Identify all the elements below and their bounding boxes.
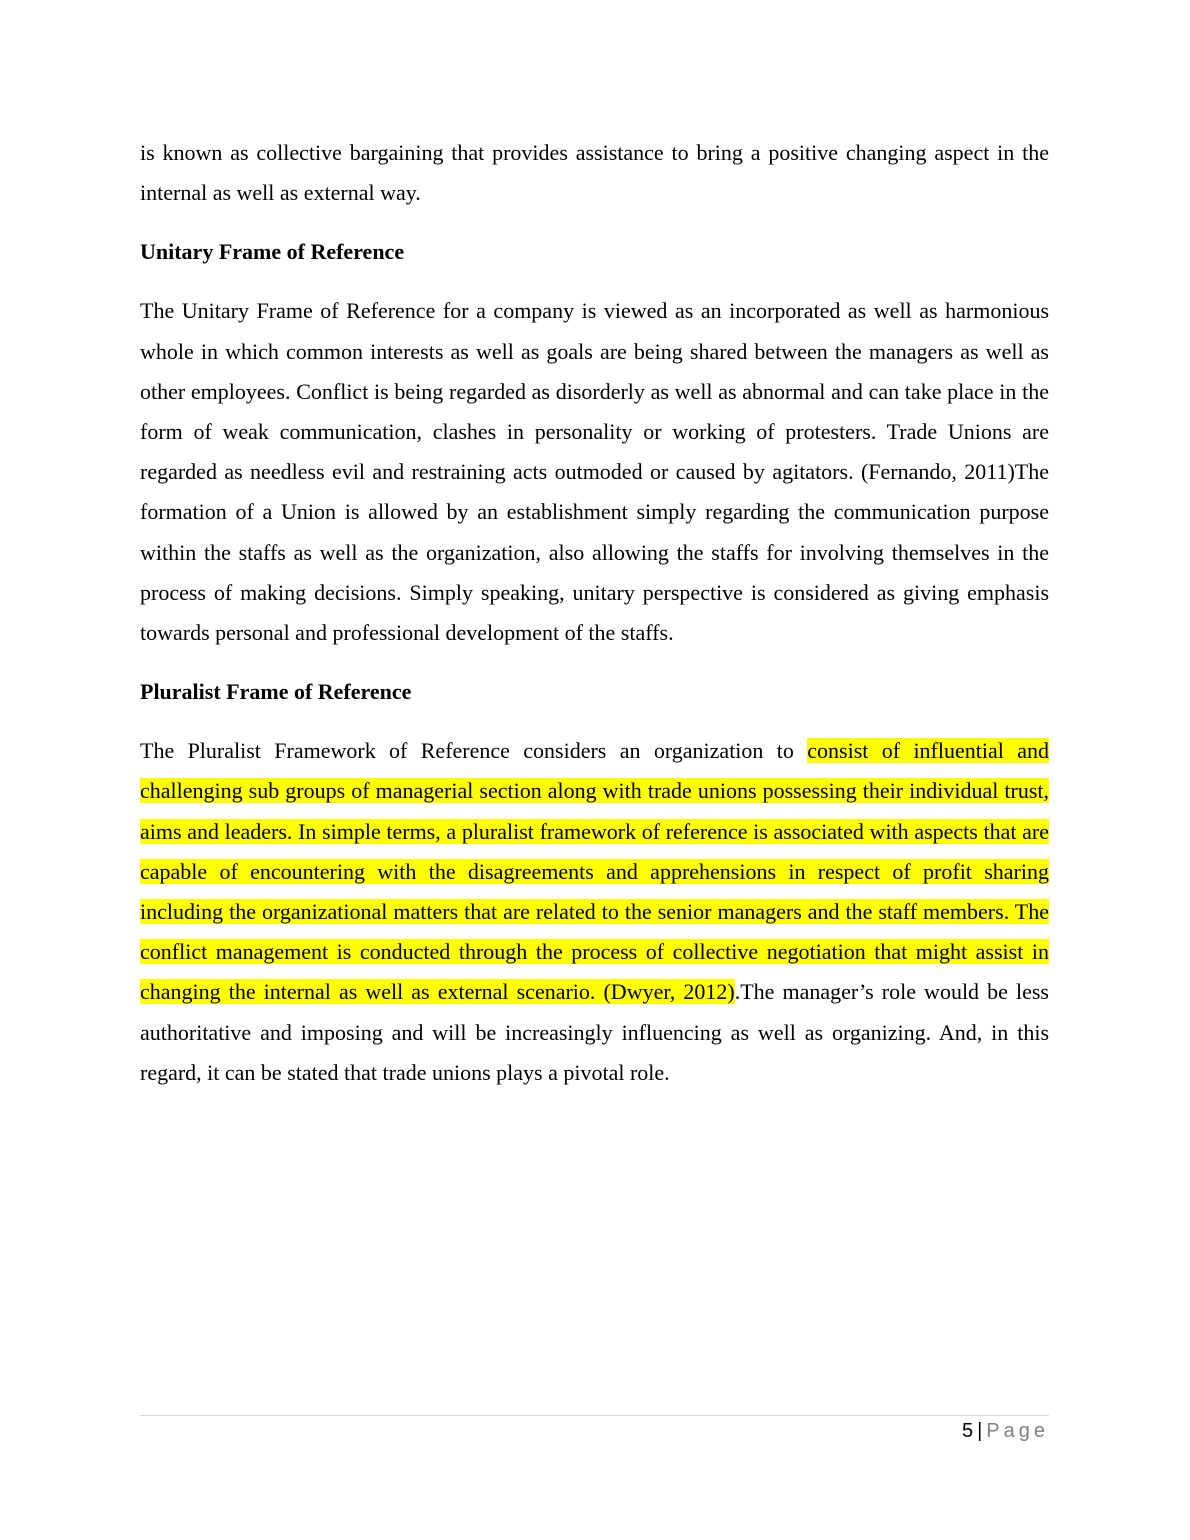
pluralist-paragraph-end: .The manager’s role would be less authoritative and imposing and will be increasingly influencing as well as organizing. And, in this regard, it can be stated that trade unions plays a pivotal role.: [140, 979, 1049, 1085]
pluralist-paragraph: [140, 731, 1049, 1093]
unitary-paragraph: The Unitary Frame of Reference for a company is viewed as an incorporated as well as harmonious whole in which common interests as well as goals are being shared between the managers as well as other employees. Conflict is being regarded as disorderly as well as abnormal and can take place in the form of weak communication, clashes in personality or working of protesters. Trade Unions are regarded as needless evil and restraining acts outmoded or caused by agitators. (Fernando, 2011)The formation of a Union is allowed by an establishment simply regarding the communication purpose within the staffs as well as the organization, also allowing the staffs for involving themselves in the process of making decisions. Simply speaking, unitary perspective is considered as giving emphasis towards personal and professional development of the staffs.: [140, 298, 1049, 646]
page-label: Page: [986, 1420, 1049, 1442]
pluralist-heading: Pluralist Frame of Reference: [140, 679, 412, 705]
page-footer: [140, 1417, 1049, 1445]
footer-separator: |: [977, 1420, 983, 1442]
pluralist-paragraph-start: The Pluralist Framework of Reference considers an organization to: [140, 738, 808, 764]
document-body: [140, 133, 1049, 1112]
intro-paragraph: is known as collective bargaining that provides assistance to bring a positive changing aspect in the internal as well as external way.: [140, 140, 1049, 206]
footer-divider: [140, 1415, 1049, 1416]
highlighted-text: consist of influential and challenging sub groups of managerial section along with trade unions possessing their individual trust, aims and leaders. In simple terms, a pluralist framework of reference is associated with aspects that are capable of encountering with the disagreements and apprehensions in respect of profit sharing including the organizational matters that are related to the senior managers and the staff members. The conflict management is conducted through the process of collective negotiation that might assist in changing the internal as well as external scenario. (Dwyer, 2012): [140, 738, 1049, 1005]
page-number: 5: [961, 1420, 974, 1442]
unitary-heading: Unitary Frame of Reference: [140, 239, 405, 265]
